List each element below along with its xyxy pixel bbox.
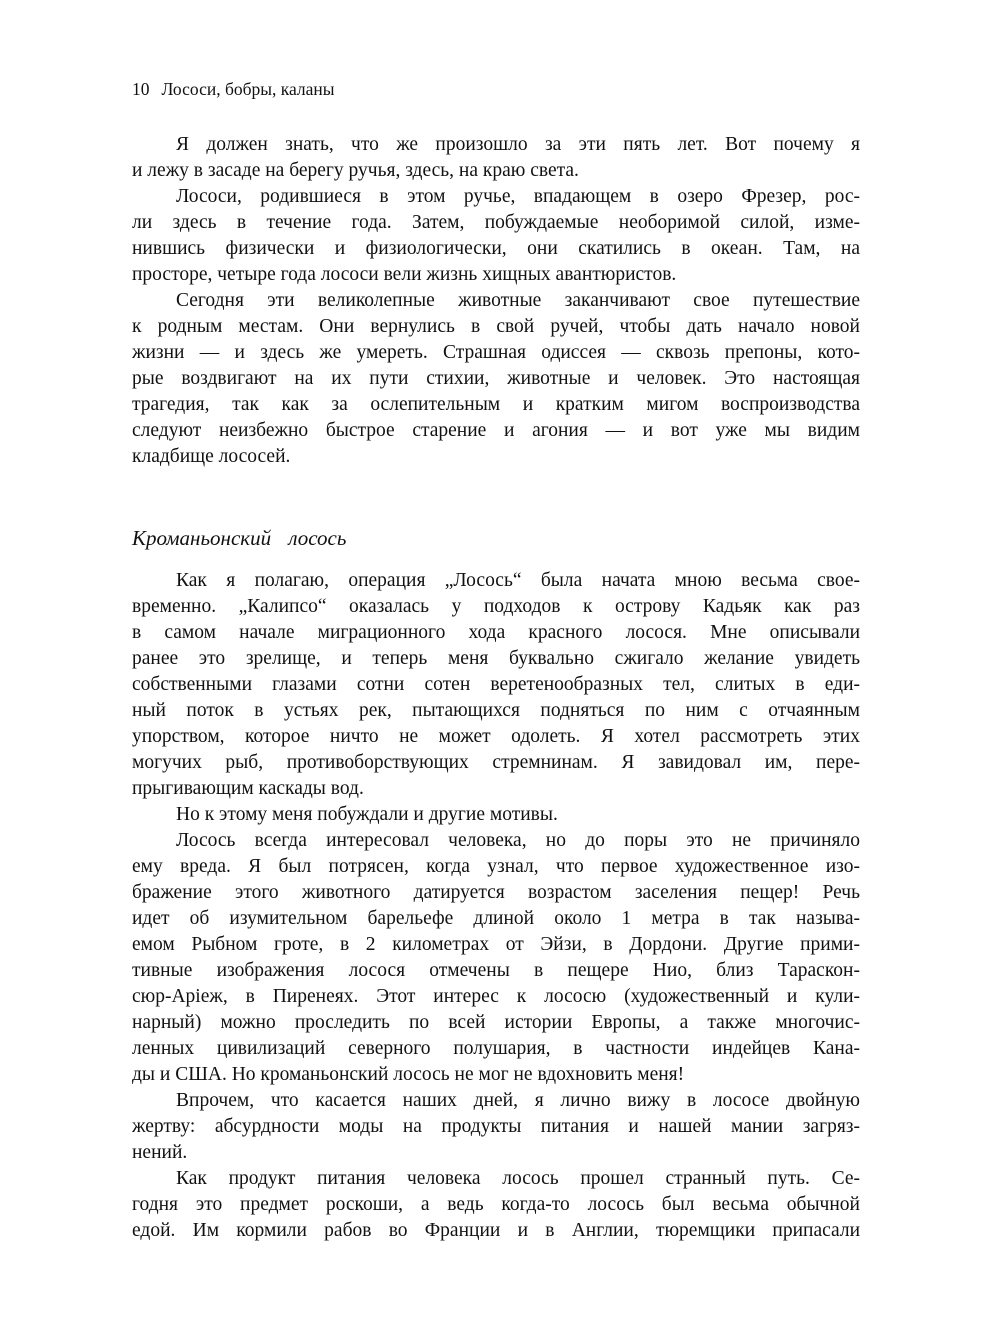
text-line: Сегодня эти великолепные животные заканчивают свое путешествие [176, 290, 860, 311]
text-line: емом Рыбном гроте, в 2 километрах от Эйзи, в Дордони. Другие прими- [132, 934, 860, 955]
text-line: сюр-Арieж, в Пиренеях. Этот интерес к лососю (художественный и кули- [132, 986, 860, 1007]
text-line: трагедия, так как за ослепительным и кратким мигом воспроизводства [132, 394, 860, 415]
text-line: нарный) можно проследить по всей истории Европы, а также многочис- [132, 1012, 860, 1033]
text-line: могучих рыб, противоборствующих стремнинам. Я завидовал им, пере- [132, 752, 860, 773]
text-line: упорством, которое ничто не может одолеть. Я хотел рассмотреть этих [132, 726, 860, 747]
text-line: и лежу в засаде на берегу ручья, здесь, на краю света. [132, 160, 579, 181]
text-line: Как продукт питания человека лосось прошел странный путь. Се- [176, 1168, 860, 1189]
text-line: бражение этого животного датируется возрастом заселения пещер! Речь [132, 882, 860, 903]
text-line: прыгивающим каскады вод. [132, 778, 364, 799]
text-block-section [132, 568, 860, 1244]
text-line: годня это предмет роскоши, а ведь когда-то лосось был весьма обычной [132, 1194, 860, 1215]
text-line: Я должен знать, что же произошло за эти пять лет. Вот почему я [176, 134, 860, 155]
text-line: ранее это зрелище, и теперь меня буквально сжигало желание увидеть [132, 648, 860, 669]
text-line: кладбище лососей. [132, 446, 291, 467]
text-block-intro [132, 132, 860, 470]
page-number: 10 [132, 79, 150, 99]
running-head [132, 78, 335, 100]
text-line: Но к этому меня побуждали и другие мотивы. [176, 804, 558, 825]
text-line: просторе, четыре года лососи вели жизнь хищных авантюристов. [132, 264, 677, 285]
text-line: Лосось всегда интересовал человека, но до поры это не причиняло [176, 830, 860, 851]
section-heading: Кроманьонский лосось [132, 526, 347, 550]
text-line: ленных цивилизаций северного полушария, в частности индейцев Кана- [132, 1038, 860, 1059]
text-line: ли здесь в течение года. Затем, побуждаемые необоримой силой, изме- [132, 212, 860, 233]
text-line: рые воздвигают на их пути стихии, животные и человек. Это настоящая [132, 368, 860, 389]
text-line: собственными глазами сотни сотен веретенообразных тел, слитых в еди- [132, 674, 860, 695]
text-line: в самом начале миграционного хода красного лосося. Мне описывали [132, 622, 860, 643]
text-line: жертву: абсурдности моды на продукты питания и нашей мании загряз- [132, 1116, 860, 1137]
text-line: тивные изображения лосося отмечены в пещере Нио, близ Тараскон- [132, 960, 860, 981]
text-line: нений. [132, 1142, 188, 1163]
text-line: идет об изумительном барельефе длиной около 1 метра в так называ- [132, 908, 860, 929]
text-line: Впрочем, что касается наших дней, я лично вижу в лососе двойную [176, 1090, 860, 1111]
text-line: нившись физически и физиологически, они скатились в океан. Там, на [132, 238, 860, 259]
text-line: ды и США. Но кроманьонский лосось не мог не вдохновить меня! [132, 1064, 685, 1085]
text-line: следуют неизбежно быстрое старение и агония — и вот уже мы видим [132, 420, 860, 441]
text-line: временно. „Калипсо“ оказалась у подходов к острову Кадьяк как раз [132, 596, 860, 617]
text-line: едой. Им кормили рабов во Франции и в Англии, тюремщики припасали [132, 1220, 860, 1241]
text-line: Лососи, родившиеся в этом ручье, впадающем в озеро Фрезер, рос- [176, 186, 860, 207]
text-line: к родным местам. Они вернулись в свой ручей, чтобы дать начало новой [132, 316, 860, 337]
running-title: Лососи, бобры, каланы [161, 79, 335, 99]
text-line: ему вреда. Я был потрясен, когда узнал, что первое художественное изо- [132, 856, 860, 877]
text-line: ный поток в устьях рек, пытающихся подняться по ним с отчаянным [132, 700, 860, 721]
text-line: жизни — и здесь же умереть. Страшная одиссея — сквозь препоны, кото- [132, 342, 860, 363]
text-line: Как я полагаю, операция „Лосось“ была начата мною весьма свое- [176, 570, 860, 591]
